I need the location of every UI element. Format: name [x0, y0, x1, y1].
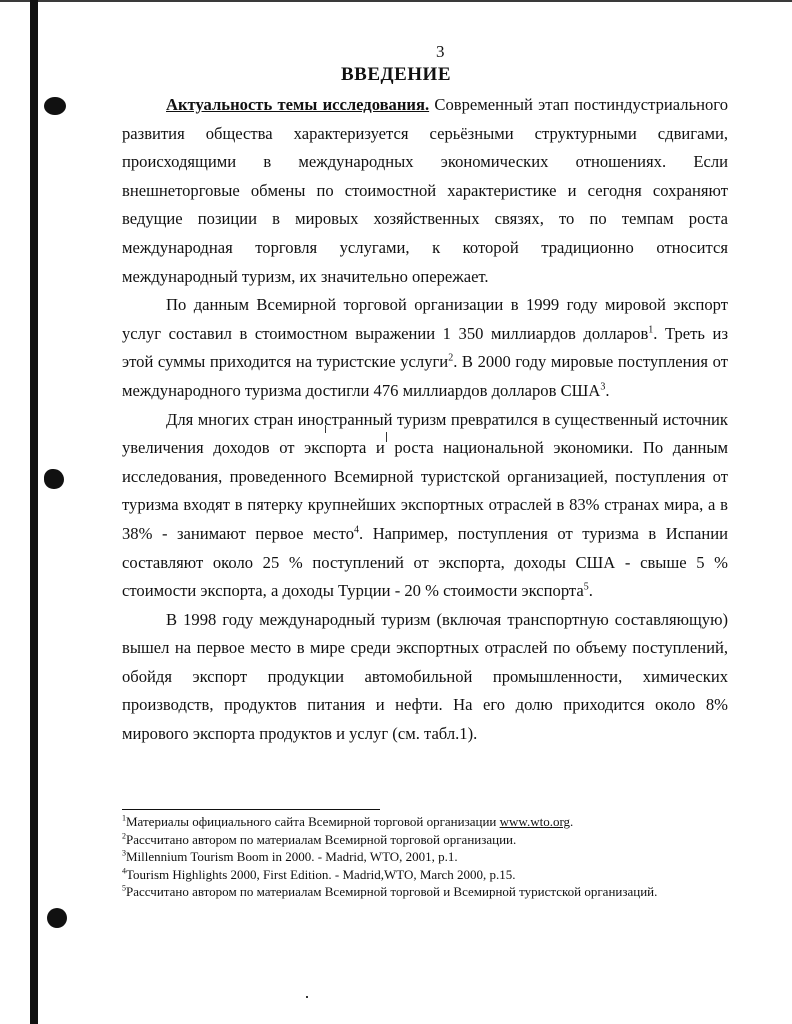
paragraph-4 [122, 606, 728, 749]
footnote-text: Материалы официального сайта Всемирной торговой организации [126, 814, 500, 829]
punch-hole-mark [44, 97, 66, 115]
footnote-ref[interactable]: 3 [600, 381, 606, 393]
paragraph-text: . В 2000 году мировые поступления от международного туризма достигли 476 миллиардов долларов США [122, 352, 728, 400]
paragraph-3 [122, 406, 728, 606]
footnote-2 [122, 831, 732, 849]
paragraph-text: . Треть из этой суммы приходится на туристские услуги [122, 323, 728, 372]
footnote-number: 5 [122, 884, 126, 894]
footnote-number: 4 [122, 866, 126, 876]
paragraph-text: . Например, поступления от туризма в Испании составляют около 25 % поступлений от экспорта, доходы США - свыше 5 % стоимости экспорта, а доходы Турции - 20 % стоимости экспорта [122, 523, 728, 601]
footnote-text: Рассчитано автором по материалам Всемирной торговой организации. [126, 831, 517, 847]
footnotes [122, 813, 732, 901]
lead-phrase: Актуальность темы исследования. [166, 95, 430, 114]
paragraph-text: Для многих стран иностранный туризм превратился в существенный источник увеличения доходов от экспорта и роста национальной экономики. По данным исследования, проведенного Всемирной туристской организацией, поступления от туризма входят в пятерку крупнейших экспортных отраслей в 83% странах мира, а в 38% - занимают первое место [122, 409, 728, 543]
footnote-number: 1 [122, 813, 126, 823]
paragraph-text: Современный этап постиндустриального развития общества характеризуется серьёзными структурными сдвигами, происходящими в международных экономических отношениях. Если внешнеторговые обмены по стоимостной характеристике и сегодня сохраняют ведущие позиции в мировых хозяйственных связях, то по темпам роста международная торговля услугами, к которой традиционно относится международный туризм, их значительно опережает. [122, 95, 728, 286]
footnote-5 [122, 883, 732, 901]
paragraph-text: По данным Всемирной торговой организации в 1999 году мировой экспорт услуг составил в стоимостном выражении 1 350 миллиардов долларов [122, 295, 728, 343]
footnote-ref[interactable]: 5 [583, 581, 589, 593]
scan-top-border [0, 0, 792, 2]
footnote-ref[interactable]: 2 [448, 352, 454, 364]
footnote-ref[interactable]: 4 [354, 524, 360, 536]
footnote-text: Millennium Tourism Boom in 2000. - Madrid, WTO, 2001, p.1. [126, 849, 458, 865]
scan-speck [306, 996, 308, 998]
footnote-number: 2 [122, 831, 126, 841]
paragraph-1 [122, 91, 728, 291]
footnote-4 [122, 866, 732, 884]
paragraph-2 [122, 291, 728, 405]
footnote-3 [122, 848, 732, 866]
footnote-text: Рассчитано автором по материалам Всемирной торговой и Всемирной туристской организаций. [126, 884, 658, 900]
footnote-number: 3 [122, 848, 126, 858]
page-number: 3 [436, 42, 445, 61]
footnote-ref[interactable]: 1 [648, 324, 654, 336]
paragraph-text: В 1998 году международный туризм (включая транспортную составляющую) вышел на первое место в мире среди экспортных отраслей по объему поступлений, обойдя экспорт продукции автомобильной промышленности, химических производств, продуктов питания и нефти. На его долю приходится около 8% мирового экспорта продуктов и услуг (см. табл.1). [122, 609, 728, 744]
punch-hole-mark [44, 469, 64, 489]
punch-hole-mark [47, 908, 67, 928]
body-text [122, 91, 728, 749]
footnote-text: Tourism Highlights 2000, First Edition. - Madrid,WTO, March 2000, p.15. [126, 866, 516, 882]
paragraph-text: . [605, 380, 610, 400]
footnote-separator [122, 809, 380, 810]
wto-link[interactable]: www.wto.org [499, 814, 571, 829]
footnote-text: . [570, 814, 574, 829]
page-title: ВВЕДЕНИЕ [341, 64, 451, 85]
paragraph-text: . [588, 581, 593, 601]
scan-left-border [30, 0, 38, 1024]
footnote-1 [122, 813, 732, 831]
